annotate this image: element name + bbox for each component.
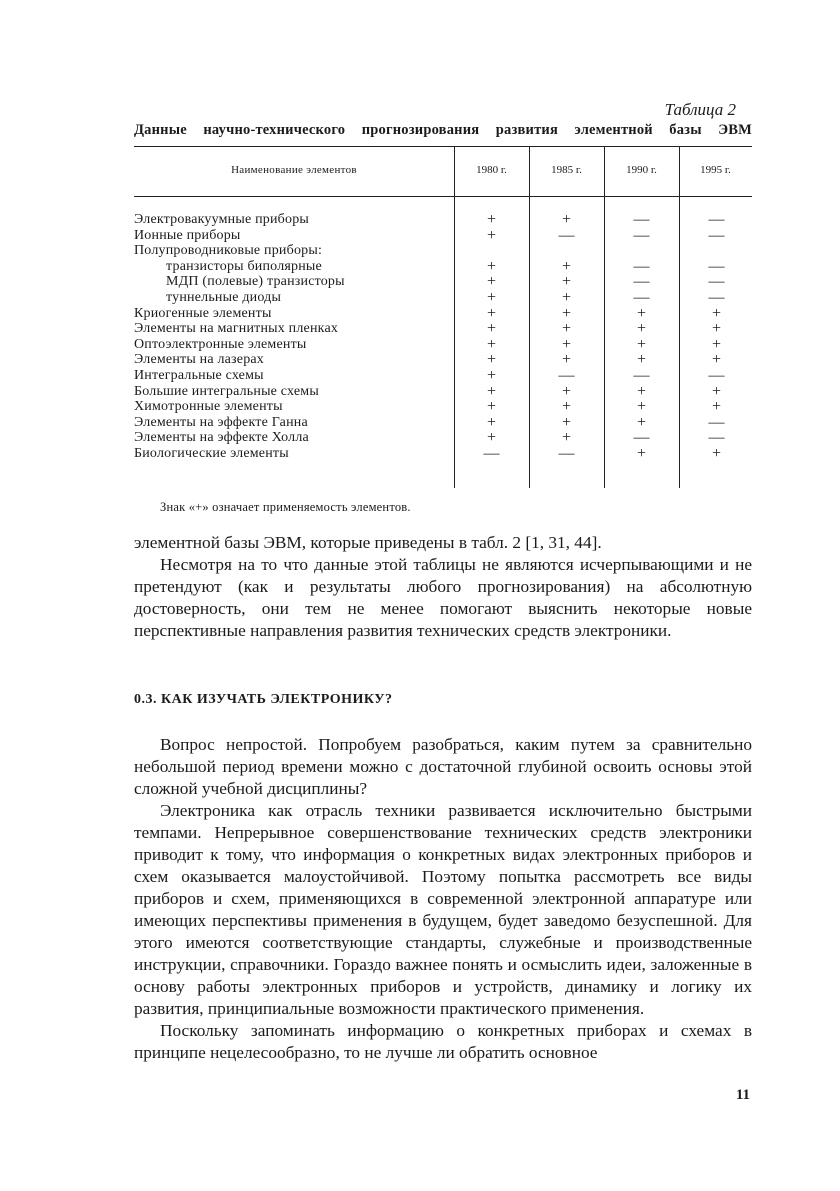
row-label: Элементы на магнитных пленках [134,321,339,337]
table-row [134,337,752,353]
applicability-mark: — [633,226,650,244]
paragraph: Электроника как отрасль техники развивается исключительно быстрыми темпами. Непрерывное совершенствование технических средств электроники приводит к тому, что информация о конкретных видах электронных приборов и схем оказывается малоустойчивой. Поэтому попытка рассмотреть все виды приборов и схем, применяющихся в современной электронной аппаратуре или имеющих перспективы применения в будущем, будет заведомо безуспешной. Для этого имеются соответствующие стандарты, служебные и производственные инструкции, справочники. Гораздо важнее понять и осмыслить идеи, заложенные в основу работы электронных приборов и устройств, динамику и логику их развития, принципиальные возможности практического применения. [134,801,752,1018]
applicability-mark: — [558,367,575,384]
applicability-mark: — [708,273,725,291]
table-row [134,290,752,306]
applicability-mark: + [561,398,572,416]
applicability-mark: + [636,320,647,338]
row-label: Химотронные элементы [134,399,283,415]
row-label: Оптоэлектронные элементы [134,336,307,352]
page-number: 11 [735,1087,750,1103]
table-row [134,274,752,290]
applicability-mark: + [486,211,497,228]
table-top-rule [134,146,752,147]
applicability-mark: + [561,413,572,431]
applicability-mark: + [636,304,647,322]
applicability-mark: + [711,398,722,416]
table-row [134,399,752,415]
row-label: МДП (полевые) транзисторы [166,274,345,290]
column-header-1990: 1990 г. [626,164,657,176]
table-row [134,368,752,384]
row-label: Биологические элементы [134,446,289,461]
applicability-mark: + [486,351,497,369]
table-row [134,446,752,462]
table-caption: Данные научно-технического прогнозирования развития элементной базы ЭВМ [134,122,752,138]
applicability-mark: + [486,382,497,400]
text-block-2 [134,734,752,1064]
row-label: Полупроводниковые приборы: [134,243,323,259]
applicability-mark: — [708,257,725,275]
applicability-mark: + [711,335,722,353]
applicability-mark: — [633,367,650,384]
applicability-mark: + [561,320,572,338]
applicability-mark: — [483,445,500,462]
applicability-mark: + [636,335,647,353]
applicability-mark: — [633,257,650,275]
row-label: Криогенные элементы [134,305,272,321]
column-header-1985: 1985 г. [551,164,582,176]
applicability-mark: — [633,429,650,447]
applicability-mark: + [711,320,722,338]
applicability-mark: + [561,335,572,353]
table-number: Таблица 2 [664,100,736,119]
applicability-mark: + [486,273,497,291]
applicability-mark: — [708,289,725,306]
table-row [134,306,752,322]
applicability-mark: + [711,304,722,322]
row-label: транзисторы биполярные [166,258,322,274]
applicability-mark: + [486,320,497,338]
table-row [134,243,752,259]
table-row [134,228,752,244]
applicability-mark: — [708,367,725,384]
paragraph: Несмотря на то что данные этой таблицы не являются исчерпывающими и не претендуют (как и результаты любого прогнозирования) на абсолютную достоверность, они тем не менее помогают выяснить некоторые новые перспективные направления развития технических средств электроники. [134,555,752,640]
applicability-mark: + [636,382,647,400]
applicability-mark: + [486,335,497,353]
row-label: Электровакуумные приборы [134,212,310,227]
applicability-mark: — [633,289,650,306]
table-row [134,212,752,228]
applicability-mark: + [636,351,647,369]
applicability-mark: + [711,382,722,400]
table-row [134,259,752,275]
row-label: Ионные приборы [134,227,241,243]
paragraph: Поскольку запоминать информацию о конкретных приборах и схемах в принципе нецелесообразно, то не лучше ли обратить основное [134,1021,752,1062]
row-label: Интегральные схемы [134,368,264,383]
applicability-mark: + [711,351,722,369]
table-header-rule [134,196,752,197]
applicability-mark: — [633,211,650,228]
table-footnote: Знак «+» означает применяемость элементов. [160,500,411,514]
applicability-mark: + [711,445,722,462]
table-row [134,321,752,337]
paragraph: Вопрос непростой. Попробуем разобраться, каким путем за сравнительно небольшой период времени можно с достаточной глубиной освоить основы этой сложной учебной дисциплины? [134,735,752,798]
column-header-name: Наименование элементов [231,164,357,176]
applicability-mark: + [561,382,572,400]
table-row [134,415,752,431]
applicability-mark: + [486,429,497,447]
applicability-mark: — [708,413,725,431]
applicability-mark: + [561,289,572,306]
row-label: Элементы на эффекте Ганна [134,414,308,430]
applicability-mark: + [486,398,497,416]
row-label: Элементы на эффекте Холла [134,430,309,446]
applicability-mark: + [486,226,497,244]
column-header-1980: 1980 г. [476,164,507,176]
row-label: Большие интегральные схемы [134,383,319,399]
applicability-mark: + [561,429,572,447]
applicability-mark: + [486,413,497,431]
applicability-mark: + [561,351,572,369]
section-title: 0.3. КАК ИЗУЧАТЬ ЭЛЕКТРОНИКУ? [134,692,393,707]
applicability-mark: + [561,304,572,322]
table-row [134,430,752,446]
applicability-mark: + [636,445,647,462]
column-header-1995: 1995 г. [700,164,731,176]
row-label: туннельные диоды [166,290,282,305]
row-label: Элементы на лазерах [134,352,265,368]
applicability-mark: + [486,257,497,275]
applicability-mark: + [561,273,572,291]
applicability-mark: + [486,304,497,322]
table-row [134,384,752,400]
applicability-mark: — [558,445,575,462]
applicability-mark: + [486,289,497,306]
applicability-mark: + [561,257,572,275]
applicability-mark: + [486,367,497,384]
paragraph: элементной базы ЭВМ, которые приведены в табл. 2 [1, 31, 44]. [134,533,602,552]
table-row [134,352,752,368]
applicability-mark: — [708,226,725,244]
applicability-mark: — [708,211,725,228]
applicability-mark: — [558,226,575,244]
forecast-table [134,146,752,488]
applicability-mark: + [561,211,572,228]
applicability-mark: + [636,398,647,416]
applicability-mark: — [708,429,725,447]
applicability-mark: + [636,413,647,431]
applicability-mark: — [633,273,650,291]
text-block-1 [134,532,752,642]
